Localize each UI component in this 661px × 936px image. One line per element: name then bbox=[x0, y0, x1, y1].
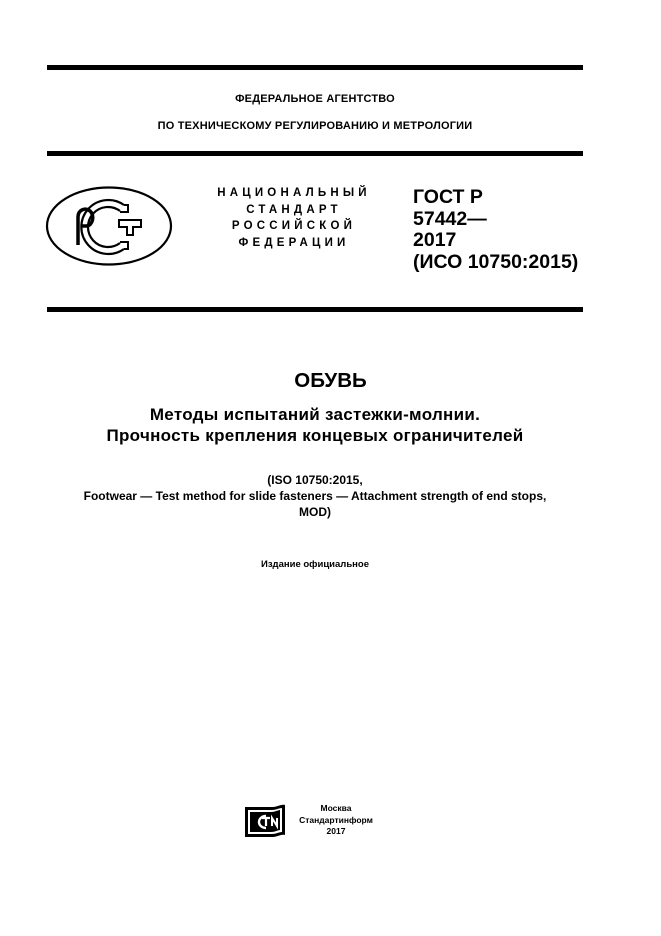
iso-line-3: MOD) bbox=[299, 505, 331, 519]
header-bottom-rule bbox=[47, 151, 583, 156]
subtitle-line-2: Прочность крепления концевых ограничителей bbox=[106, 426, 524, 445]
edition-label: Издание официальное bbox=[261, 559, 369, 570]
publisher-name: Стандартинформ bbox=[299, 814, 373, 825]
agency-line-1: ФЕДЕРАЛЬНОЕ АГЕНТСТВО bbox=[235, 93, 395, 105]
document-title: ОБУВЬ bbox=[294, 369, 367, 392]
designation-line-2: 57442— bbox=[413, 207, 487, 230]
national-line-2: СТАНДАРТ bbox=[246, 203, 342, 216]
iso-reference bbox=[0, 472, 630, 520]
national-standard-label bbox=[205, 185, 383, 251]
publisher-city: Москва bbox=[320, 803, 352, 813]
national-line-1: НАЦИОНАЛЬНЫЙ bbox=[217, 187, 371, 199]
designation-line-4: (ИСО 10750:2015) bbox=[413, 250, 579, 273]
iso-line-2: Footwear — Test method for slide fasteners — Attachment strength of end stops, bbox=[83, 489, 547, 503]
designation-line-1: ГОСТ Р bbox=[413, 186, 483, 208]
designation-line-3: 2017 bbox=[413, 229, 457, 251]
standard-designation bbox=[413, 187, 578, 273]
national-line-3: РОССИЙСКОЙ bbox=[231, 220, 357, 232]
gost-r-logo-icon bbox=[45, 185, 175, 267]
national-line-4: ФЕДЕРАЦИИ bbox=[238, 236, 350, 249]
document-subtitle bbox=[0, 404, 630, 446]
top-rule bbox=[47, 65, 583, 70]
standard-block-bottom-rule bbox=[47, 307, 583, 312]
publisher-year: 2017 bbox=[326, 826, 346, 836]
subtitle-line-1: Методы испытаний застежки-молнии. bbox=[149, 405, 481, 424]
publisher-info bbox=[294, 803, 378, 838]
standartinform-logo-icon bbox=[243, 803, 287, 839]
iso-line-1: (ISO 10750:2015, bbox=[267, 473, 363, 487]
agency-line-2: ПО ТЕХНИЧЕСКОМУ РЕГУЛИРОВАНИЮ И МЕТРОЛОГИИ bbox=[157, 120, 473, 132]
